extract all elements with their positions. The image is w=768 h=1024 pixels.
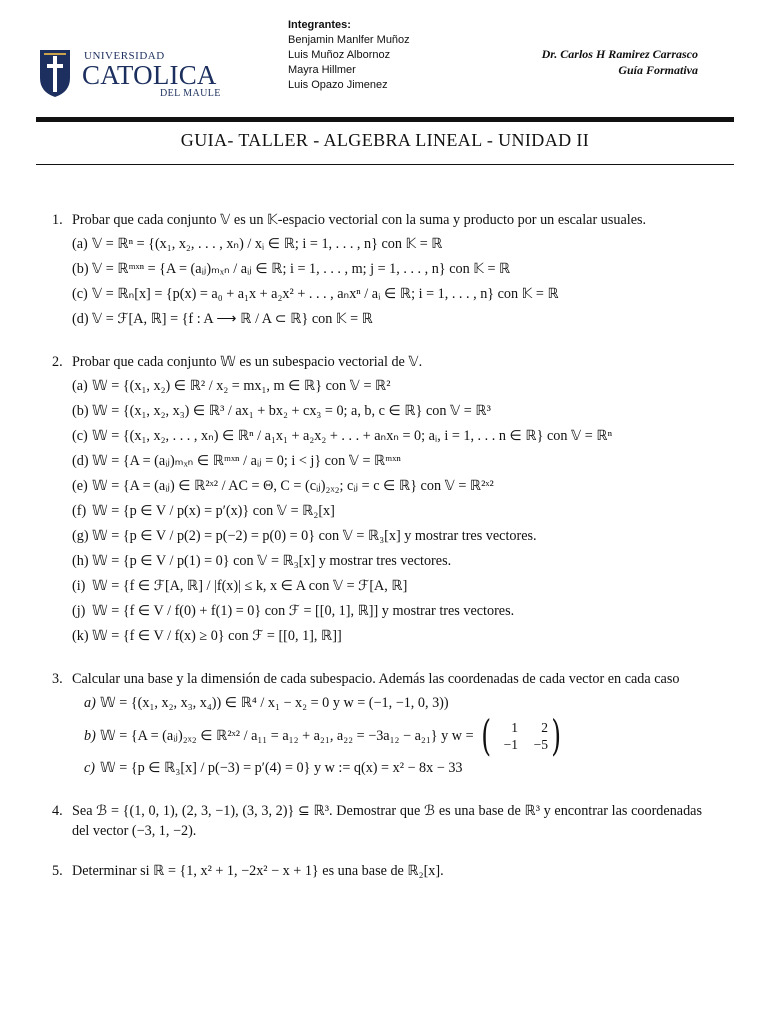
item-text: 𝕎 = {(x₁, x₂, x₃, x₄)) ∈ ℝ⁴ / x₁ − x₂ = 0 y w = (−1, −1, 0, 3)) bbox=[100, 695, 449, 711]
item-text: 𝕎 = {p ∈ V / p(2) = p(−2) = p(0) = 0} con 𝕍 = ℝ₃[x] y mostrar tres vectores. bbox=[92, 528, 537, 544]
item-text: 𝕎 = {p ∈ ℝ₃[x] / p(−3) = p′(4) = 0} y w := q(x) = x² − 8x − 33 bbox=[100, 760, 463, 776]
logo-line-del-maule: DEL MAULE bbox=[160, 88, 221, 99]
matrix-grid bbox=[494, 719, 548, 753]
exercise-number: 1. bbox=[52, 212, 63, 228]
page-title: GUIA- TALLER - ALGEBRA LINEAL - UNIDAD II bbox=[180, 130, 590, 150]
exercise-item bbox=[72, 232, 702, 257]
logo-line-universidad: UNIVERSIDAD bbox=[84, 50, 165, 62]
item-text: 𝕎 = {p ∈ V / p(x) = p′(x)} con 𝕍 = ℝ₂[x] bbox=[92, 503, 335, 519]
exercise-item bbox=[72, 574, 702, 599]
exercise-statement: Probar que cada conjunto 𝕍 es un 𝕂-espacio vectorial con la suma y producto por un escalar usuales. bbox=[72, 212, 647, 228]
item-text: 𝕍 = ℝᵐˣⁿ = {A = (aᵢⱼ)ₘₓₙ / aᵢⱼ ∈ ℝ; i = 1, . . . , m; j = 1, . . . , n} con 𝕂 = ℝ bbox=[92, 261, 511, 277]
exercise-item bbox=[72, 756, 702, 781]
exercise-item bbox=[72, 691, 702, 716]
exercise-number: 5. bbox=[52, 863, 63, 879]
exercise-item bbox=[72, 424, 702, 449]
item-label: (a) bbox=[72, 236, 88, 252]
item-label: (i) bbox=[72, 578, 86, 594]
exercise-number: 4. bbox=[52, 803, 63, 819]
item-label: (h) bbox=[72, 553, 89, 569]
exercise-item bbox=[72, 282, 702, 307]
exercise-2 bbox=[52, 352, 702, 649]
item-text: 𝕍 = ℱ[A, ℝ] = {f : A ⟶ ℝ / A ⊂ ℝ} con 𝕂 = ℝ bbox=[92, 311, 373, 327]
item-label: (d) bbox=[72, 311, 89, 327]
item-label: (g) bbox=[72, 528, 89, 544]
item-text: 𝕎 = {A = (aᵢⱼ)₂ₓ₂ ∈ ℝ²ˣ² / a₁₁ = a₁₂ + a₂₁, a₂₂ = −3a₁₂ − a₂₁} y w = bbox=[100, 727, 474, 744]
members-title: Integrantes: bbox=[288, 19, 351, 31]
cross-shield-icon bbox=[38, 48, 72, 98]
item-label: (k) bbox=[72, 628, 89, 644]
exercise-5 bbox=[52, 861, 702, 881]
item-text: 𝕎 = {f ∈ ℱ[A, ℝ] / |f(x)| ≤ k, x ∈ A con 𝕍 = ℱ[A, ℝ] bbox=[92, 578, 408, 594]
member-name: Benjamin Manlfer Muñoz bbox=[288, 34, 410, 46]
member-name: Luis Opazo Jimenez bbox=[288, 79, 388, 91]
logo-line-catolica: CATOLICA bbox=[82, 60, 217, 90]
exercise-item bbox=[72, 711, 702, 760]
right-paren: ) bbox=[551, 711, 562, 760]
exercise-item bbox=[72, 474, 702, 499]
exercise-3 bbox=[52, 669, 702, 781]
exercise-number: 3. bbox=[52, 671, 63, 687]
exercise-item bbox=[72, 499, 702, 524]
exercise-statement: Sea ℬ = {(1, 0, 1), (2, 3, −1), (3, 3, 2)} ⊆ ℝ³. Demostrar que ℬ es una base de ℝ³ y encontrar las coordenadas del vector (−3, 1, −2). bbox=[72, 803, 702, 839]
item-text: 𝕍 = ℝₙ[x] = {p(x) = a₀ + a₁x + a₂x² + . . . , aₙxⁿ / aᵢ ∈ ℝ; i = 1, . . . , n} con 𝕂 = ℝ bbox=[92, 286, 559, 302]
item-label: (d) bbox=[72, 453, 89, 469]
exercise-statement: Determinar si ℝ = {1, x² + 1, −2x² − x + 1} es una base de ℝ₂[x]. bbox=[72, 863, 444, 879]
exercise-item bbox=[72, 374, 702, 399]
member-name: Luis Muñoz Albornoz bbox=[288, 49, 391, 61]
top-rule bbox=[36, 117, 734, 122]
university-logo bbox=[38, 44, 238, 104]
exercise-item bbox=[72, 257, 702, 282]
item-label: (b) bbox=[72, 261, 89, 277]
members-block bbox=[288, 18, 410, 93]
item-label: b) bbox=[84, 727, 96, 744]
document-type: Guía Formativa bbox=[618, 63, 698, 77]
exercise-item bbox=[72, 307, 702, 332]
item-label: (e) bbox=[72, 478, 88, 494]
item-label: (f) bbox=[72, 503, 87, 519]
left-paren: ( bbox=[480, 711, 491, 760]
item-text: 𝕎 = {(x₁, x₂, . . . , xₙ) ∈ ℝⁿ / a₁x₁ + a₂x₂ + . . . + aₙxₙ = 0; aᵢ, i = 1, . . . n ∈ ℝ} con 𝕍 = ℝⁿ bbox=[92, 428, 613, 444]
matrix-entry: −5 bbox=[533, 737, 548, 752]
matrix-entry: −1 bbox=[503, 737, 518, 752]
exercise-item bbox=[72, 449, 702, 474]
item-label: (j) bbox=[72, 603, 86, 619]
matrix-w bbox=[478, 711, 565, 760]
item-label: a) bbox=[84, 695, 96, 711]
exercise-item bbox=[72, 524, 702, 549]
item-text: 𝕎 = {A = (aᵢⱼ)ₘₓₙ ∈ ℝᵐˣⁿ / aᵢⱼ = 0; i < j} con 𝕍 = ℝᵐˣⁿ bbox=[92, 453, 401, 469]
item-label: c) bbox=[84, 760, 96, 776]
exercise-item bbox=[72, 549, 702, 574]
item-text: 𝕍 = ℝⁿ = {(x₁, x₂, . . . , xₙ) / xᵢ ∈ ℝ; i = 1, . . . , n} con 𝕂 = ℝ bbox=[92, 236, 443, 252]
item-label: (c) bbox=[72, 286, 88, 302]
member-name: Mayra Hillmer bbox=[288, 64, 356, 76]
item-text: 𝕎 = {(x₁, x₂) ∈ ℝ² / x₂ = mx₁, m ∈ ℝ} con 𝕍 = ℝ² bbox=[92, 378, 391, 394]
exercise-list bbox=[52, 210, 702, 901]
exercise-1 bbox=[52, 210, 702, 332]
exercise-item bbox=[72, 599, 702, 624]
exercise-item bbox=[72, 399, 702, 424]
exercise-number: 2. bbox=[52, 354, 63, 370]
item-text: 𝕎 = {(x₁, x₂, x₃) ∈ ℝ³ / ax₁ + bx₂ + cx₃ = 0; a, b, c ∈ ℝ} con 𝕍 = ℝ³ bbox=[92, 403, 491, 419]
item-label: (c) bbox=[72, 428, 88, 444]
matrix-entry: 2 bbox=[541, 720, 548, 735]
exercise-4 bbox=[52, 801, 702, 841]
author-name: Dr. Carlos H Ramirez Carrasco bbox=[541, 47, 698, 61]
exercise-statement: Probar que cada conjunto 𝕎 es un subespacio vectorial de 𝕍. bbox=[72, 354, 423, 370]
item-text: 𝕎 = {f ∈ V / f(x) ≥ 0} con ℱ = [[0, 1], ℝ]] bbox=[92, 628, 342, 644]
exercise-item bbox=[72, 624, 702, 649]
author-block bbox=[542, 46, 698, 78]
title-rule bbox=[36, 164, 734, 165]
matrix-entry: 1 bbox=[511, 720, 518, 735]
item-label: (a) bbox=[72, 378, 88, 394]
exercise-statement: Calcular una base y la dimensión de cada subespacio. Además las coordenadas de cada vector en cada caso bbox=[72, 671, 680, 687]
item-text: 𝕎 = {p ∈ V / p(1) = 0} con 𝕍 = ℝ₃[x] y mostrar tres vectores. bbox=[92, 553, 452, 569]
item-text: 𝕎 = {A = (aᵢⱼ) ∈ ℝ²ˣ² / AC = Θ, C = (cᵢⱼ)₂ₓ₂; cᵢⱼ = c ∈ ℝ} con 𝕍 = ℝ²ˣ² bbox=[92, 478, 494, 494]
item-label: (b) bbox=[72, 403, 89, 419]
item-text: 𝕎 = {f ∈ V / f(0) + f(1) = 0} con ℱ = [[0, 1], ℝ]] y mostrar tres vectores. bbox=[92, 603, 515, 619]
